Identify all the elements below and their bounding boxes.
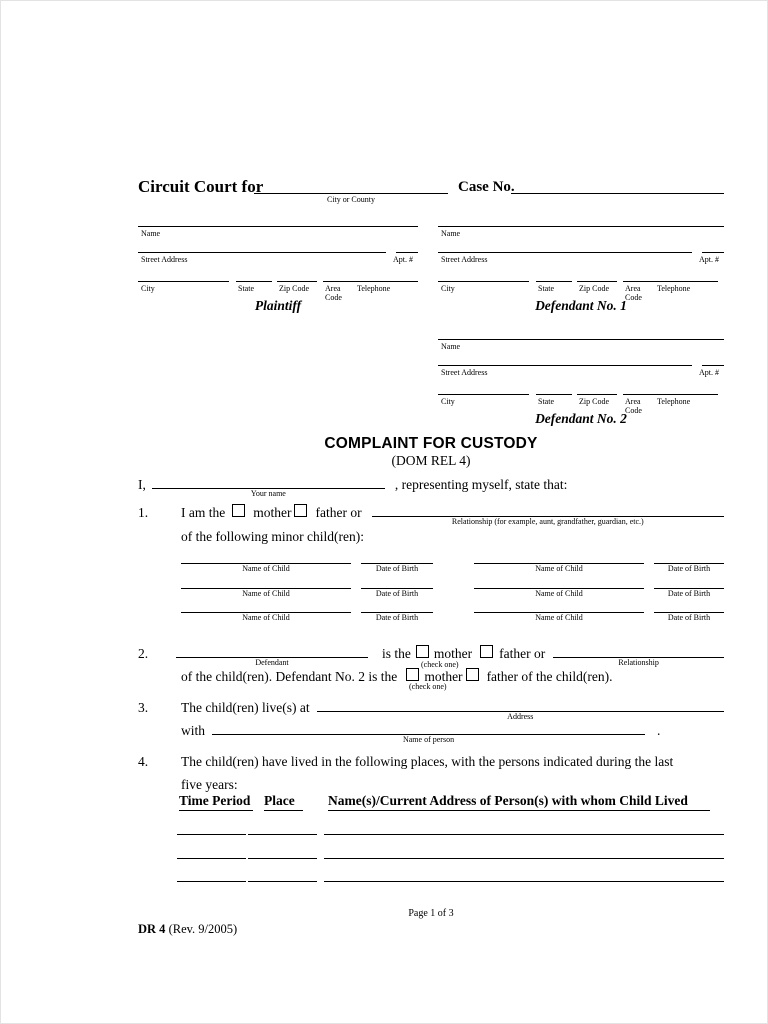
person-name-field[interactable]	[212, 731, 645, 744]
area-code-label: Area Code	[325, 284, 342, 303]
party-label-defendant2: Defendant No. 2	[535, 411, 627, 426]
child-name-label: Name of Child	[242, 564, 290, 573]
father-label: father or	[499, 646, 546, 661]
state-label: State	[538, 284, 554, 293]
street-address-label: Street Address	[141, 255, 188, 264]
name-label: Name	[141, 229, 161, 238]
telephone-label: Telephone	[657, 284, 691, 293]
area-code-label: Area Code	[625, 284, 642, 303]
zip-code-field[interactable]	[577, 281, 617, 282]
defendant-label: Defendant	[255, 658, 289, 667]
child-row	[181, 585, 724, 598]
child-dob-field[interactable]	[654, 560, 724, 573]
street-address-field[interactable]	[138, 252, 386, 253]
relationship-field[interactable]	[372, 513, 724, 526]
time-period-field[interactable]	[177, 881, 246, 888]
city-field[interactable]	[438, 394, 529, 395]
your-name-label: Your name	[250, 489, 286, 498]
is-the-text: is the	[382, 646, 411, 661]
child-dob-label: Date of Birth	[375, 564, 419, 573]
item2-line1	[138, 645, 724, 669]
child-dob-field[interactable]	[654, 609, 724, 622]
persons-address-field[interactable]	[324, 834, 724, 841]
state-label: State	[238, 284, 254, 293]
zip-code-label: Zip Code	[279, 284, 309, 293]
plaintiff-address-block	[138, 226, 418, 318]
form-revision: (Rev. 9/2005)	[168, 922, 238, 936]
form-subtitle: (DOM REL 4)	[391, 453, 471, 468]
defendant-mother-checkbox[interactable]	[416, 645, 429, 658]
area-code-telephone-field[interactable]	[323, 281, 418, 282]
relationship-label: Relationship (for example, aunt, grandfather, guardian, etc.)	[451, 517, 644, 526]
party-label-defendant1: Defendant No. 1	[535, 298, 627, 313]
your-name-field[interactable]	[152, 485, 385, 498]
address-field[interactable]	[317, 708, 724, 721]
check-one-label: (check one)	[421, 660, 459, 669]
city-label: City	[441, 284, 455, 293]
item4-line1	[138, 754, 724, 770]
father-text: father of the child(ren).	[486, 669, 613, 684]
child-dob-label: Date of Birth	[667, 613, 711, 622]
defendant-name-field[interactable]	[176, 654, 368, 667]
form-title: COMPLAINT FOR CUSTODY	[324, 435, 538, 452]
item2-line2-text: of the child(ren). Defendant No. 2 is the	[181, 669, 398, 684]
court-line-label: City or County	[326, 195, 375, 204]
page-number: Page 1 of 3	[408, 908, 454, 919]
child-name-label: Name of Child	[242, 613, 290, 622]
city-field[interactable]	[138, 281, 229, 282]
item1-number: 1.	[138, 505, 149, 520]
child-name-label: Name of Child	[242, 589, 290, 598]
child-name-label: Name of Child	[535, 589, 583, 598]
period-text: .	[657, 723, 661, 738]
apt-field[interactable]	[702, 365, 724, 366]
area-code-label: Area Code	[625, 397, 642, 416]
apt-label: Apt. #	[699, 368, 719, 377]
telephone-label: Telephone	[357, 284, 391, 293]
name-label: Name	[441, 342, 461, 351]
name-label: Name	[441, 229, 461, 238]
area-code-telephone-field[interactable]	[623, 281, 718, 282]
time-period-field[interactable]	[177, 834, 246, 841]
case-no-field[interactable]	[511, 193, 724, 194]
area-code-telephone-field[interactable]	[623, 394, 718, 395]
item1-lead: I am the	[181, 505, 226, 520]
history-row	[177, 834, 724, 841]
child-row	[181, 560, 724, 573]
item3-line1	[138, 700, 724, 721]
name-field[interactable]	[438, 339, 724, 340]
state-field[interactable]	[236, 281, 272, 282]
defendant-relationship-field[interactable]	[553, 654, 724, 667]
item3-lead: The child(ren) live(s) at	[181, 700, 310, 715]
city-label: City	[141, 284, 155, 293]
mother-label: mother	[433, 646, 473, 661]
child-name-field[interactable]	[474, 609, 644, 622]
street-address-field[interactable]	[438, 365, 692, 366]
street-address-label: Street Address	[441, 368, 488, 377]
child-dob-field[interactable]	[361, 609, 433, 622]
zip-code-field[interactable]	[277, 281, 317, 282]
relationship-label: Relationship	[618, 658, 659, 667]
mother-checkbox[interactable]	[232, 504, 245, 517]
telephone-label: Telephone	[657, 397, 691, 406]
state-field[interactable]	[536, 281, 572, 282]
child-name-label: Name of Child	[535, 564, 583, 573]
child-dob-label: Date of Birth	[375, 589, 419, 598]
mother-label: mother	[253, 505, 292, 520]
defendant1-address-block	[438, 226, 724, 318]
place-field[interactable]	[248, 881, 317, 888]
item4-text: The child(ren) have lived in the following places, with the persons indicated during the last	[181, 754, 674, 769]
child-dob-label: Date of Birth	[375, 613, 419, 622]
item3-number: 3.	[138, 700, 149, 715]
child-dob-field[interactable]	[654, 585, 724, 598]
apt-field[interactable]	[396, 252, 418, 253]
state-label: State	[538, 397, 554, 406]
history-table-header	[179, 793, 745, 811]
intro-line	[138, 477, 724, 498]
time-period-field[interactable]	[177, 858, 246, 865]
with-text: with	[181, 723, 206, 738]
apt-label: Apt. #	[699, 255, 719, 264]
child-dob-field[interactable]	[361, 560, 433, 573]
item4-number: 4.	[138, 754, 149, 769]
zip-code-field[interactable]	[577, 394, 617, 395]
child-dob-label: Date of Birth	[667, 564, 711, 573]
mother-label: mother	[424, 669, 463, 684]
child-name-label: Name of Child	[535, 613, 583, 622]
intro-suffix: , representing myself, state that:	[394, 477, 568, 492]
person-name-label: Name of person	[402, 735, 455, 744]
name-field[interactable]	[138, 226, 418, 227]
address-label: Address	[507, 712, 534, 721]
child-name-field[interactable]	[474, 560, 644, 573]
street-address-label: Street Address	[441, 255, 488, 264]
child-name-field[interactable]	[181, 560, 351, 573]
item1-tail: of the following minor child(ren):	[181, 529, 364, 544]
form-code: DR 4	[138, 922, 166, 936]
history-row	[177, 858, 724, 865]
father-checkbox[interactable]	[294, 504, 307, 517]
name-field[interactable]	[438, 226, 724, 227]
item3-line2	[181, 723, 661, 744]
item1-line1	[138, 504, 724, 526]
street-address-field[interactable]	[438, 252, 692, 253]
persons-address-field[interactable]	[324, 881, 724, 888]
item2-number: 2.	[138, 646, 149, 661]
persons-address-field[interactable]	[324, 858, 724, 865]
child-dob-field[interactable]	[361, 585, 433, 598]
case-label: Case No.	[458, 179, 515, 195]
col-header-place: Place	[264, 793, 303, 811]
intro-prefix: I,	[138, 477, 146, 492]
history-row	[177, 881, 724, 888]
defendant2-address-block	[438, 339, 724, 431]
child-name-field[interactable]	[474, 585, 644, 598]
col-header-persons: Name(s)/Current Address of Person(s) with whom Child Lived	[328, 793, 710, 811]
party-label-plaintiff: Plaintiff	[254, 298, 302, 313]
place-field[interactable]	[248, 858, 317, 865]
child-name-field[interactable]	[181, 585, 351, 598]
court-name-field[interactable]	[254, 193, 448, 194]
city-field[interactable]	[438, 281, 529, 282]
child-row	[181, 609, 724, 622]
place-field[interactable]	[248, 834, 317, 841]
apt-label: Apt. #	[393, 255, 413, 264]
state-field[interactable]	[536, 394, 572, 395]
zip-code-label: Zip Code	[579, 284, 609, 293]
col-header-time-period: Time Period	[179, 793, 253, 811]
child-dob-label: Date of Birth	[667, 589, 711, 598]
zip-code-label: Zip Code	[579, 397, 609, 406]
form-code-line	[138, 922, 237, 937]
check-one-label: (check one)	[409, 682, 447, 691]
city-label: City	[441, 397, 455, 406]
defendant2-mother-checkbox[interactable]	[406, 668, 419, 681]
item2-line2	[181, 668, 724, 691]
defendant-father-checkbox[interactable]	[480, 645, 493, 658]
item4-text-continued: five years:	[181, 777, 238, 792]
court-prefix: Circuit Court for	[138, 177, 264, 196]
apt-field[interactable]	[702, 252, 724, 253]
defendant2-father-checkbox[interactable]	[466, 668, 479, 681]
child-name-field[interactable]	[181, 609, 351, 622]
father-label: father or	[315, 505, 362, 520]
